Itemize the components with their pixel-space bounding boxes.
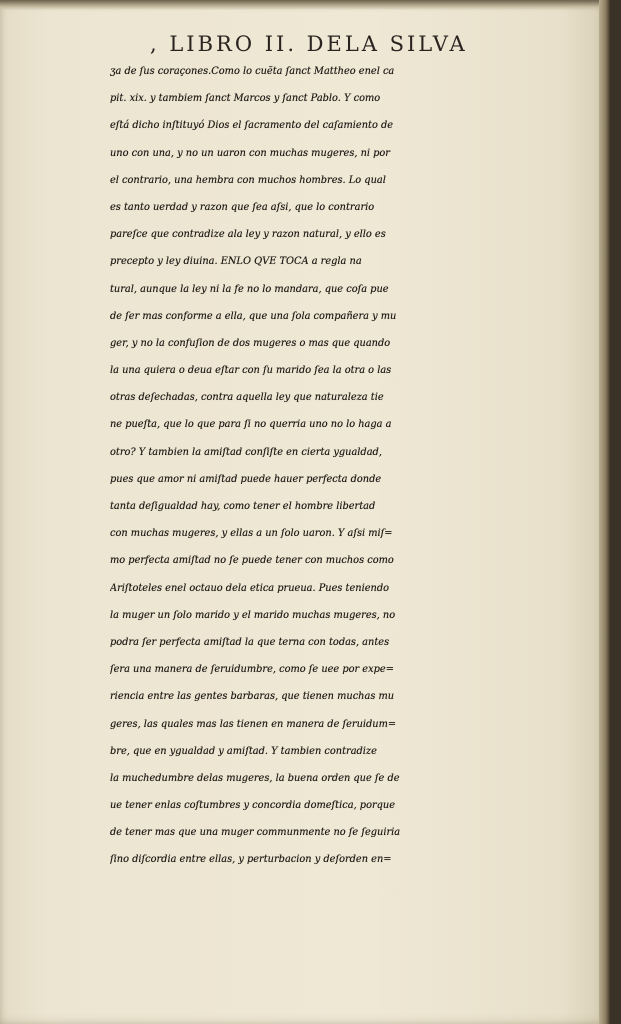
text-line: precepto y ley diuina. ENLO QVE TOCA a regla na <box>110 256 362 268</box>
page-top-shadow <box>0 0 610 10</box>
text-line: ſino diſcordia entre ellas, y perturbacion y deſorden en= <box>110 854 392 866</box>
text-line: ſera una manera de ſeruidumbre, como ſe uee por expe= <box>110 664 394 676</box>
text-line: eſtá dicho inſtituyó Dios el ſacramento del caſamiento de <box>110 120 394 132</box>
text-line: podra ſer perfecta amiſtad la que terna con todas, antes <box>110 636 390 648</box>
text-line: otras deſechadas, contra aquella ley que naturaleza tie <box>110 392 384 404</box>
text-line: pareſce que contradize ala ley y razon natural, y ello es <box>110 229 386 241</box>
text-line: la una quiera o deua eſtar con ſu marido ſea la otra o las <box>110 365 392 377</box>
text-line: pit. xix. y tambiem ſanct Marcos y ſanct Pablo. Y como <box>110 93 381 105</box>
body-text <box>110 58 580 874</box>
text-line: ger, y no la confuſion de dos mugeres o mas que quando <box>110 337 391 349</box>
text-line: bre, que en ygualdad y amiſtad. Y tambien contradize <box>110 745 377 757</box>
text-line: ne pueſta, que lo que para ſi no querria uno no lo haga a <box>110 419 392 431</box>
text-line: la muger un ſolo marido y el marido muchas mugeres, no <box>110 609 396 621</box>
text-line: el contrario, una hembra con muchos hombres. Lo qual <box>110 174 386 186</box>
text-line: tural, aunque la ley ni la fe no lo mandara, que coſa pue <box>110 283 389 295</box>
text-line: riencia entre las gentes barbaras, que tienen muchas mu <box>110 691 395 703</box>
text-line: es tanto uerdad y razon que ſea aſsi, que lo contrario <box>110 201 375 213</box>
text-line: ʒa de ſus coraçones.Como lo cuẽta ſanct Mattheo enel ca <box>110 66 395 77</box>
text-line: con muchas mugeres, y ellas a un ſolo uaron. Y aſsi miſ= <box>110 528 393 540</box>
text-line: la muchedumbre delas mugeres, la buena orden que ſe de <box>110 772 400 784</box>
running-header: , LIBRO II. DELA SILVA <box>150 32 468 56</box>
page-edge <box>599 0 610 1024</box>
text-line: de ſer mas conforme a ella, que una ſola compañera y mu <box>110 310 397 322</box>
text-line: Ariſtoteles enel octauo dela etica prueua. Pues teniendo <box>110 582 390 594</box>
text-line: ue tener enlas coſtumbres y concordia domeſtica, porque <box>110 800 396 812</box>
text-line: geres, las quales mas las tienen en manera de ſeruidum= <box>110 718 397 730</box>
text-line: otro? Y tambien la amiſtad conſiſte en cierta ygualdad, <box>110 446 382 458</box>
text-line: mo perfecta amiſtad no ſe puede tener con muchos como <box>110 555 394 567</box>
text-line: pues que amor ni amiſtad puede hauer perfecta donde <box>110 473 382 485</box>
text-line: tanta deſigualdad hay, como tener el hombre libertad <box>110 501 376 512</box>
text-line: uno con una, y no un uaron con muchas mugeres, ni por <box>110 147 390 159</box>
text-line: de tener mas que una muger communmente no ſe ſeguiria <box>110 827 401 839</box>
